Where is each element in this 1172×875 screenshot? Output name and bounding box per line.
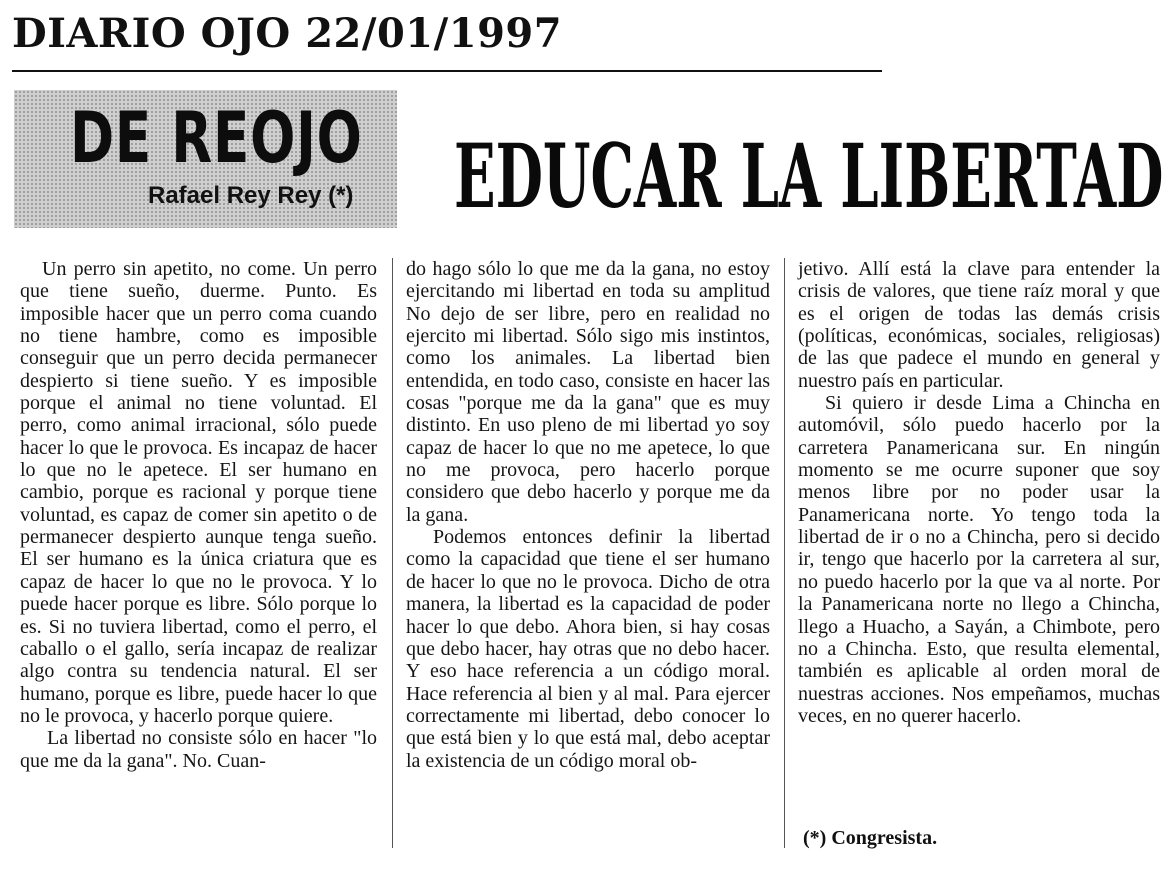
paragraph: jetivo. Allí está la clave para entender la crisis de valores, que tiene raíz moral y que es el origen de todas las demás crisis (políticas, económicas, sociales, religiosas) de las que padece el mundo en general y nuestro país en particular. bbox=[798, 258, 1160, 392]
paragraph: Si quiero ir desde Lima a Chincha en automóvil, sólo puedo hacerlo por la carretera Panamericana sur. En ningún momento se me ocurre suponer que soy menos libre por no poder usar la Panamericana norte. Yo tengo toda la libertad de ir o no a Chincha, pero si decido ir, tengo que hacerlo por la carretera al sur, no puedo hacerlo por la que va al norte. Por la Panamericana norte no llego a Chincha, llego a Huacho, a Sayán, a Chimbote, pero no a Chincha. Esto, que resulta elemental, también es aplicable al orden moral de nuestras acciones. Nos empeñamos, muchas veces, en no querer hacerlo. bbox=[798, 392, 1160, 727]
author-byline: Rafael Rey Rey (*) bbox=[148, 182, 354, 209]
article-column-3 bbox=[798, 258, 1160, 727]
newspaper-masthead: DIARIO OJO 22/01/1997 bbox=[12, 10, 563, 57]
article-column-2 bbox=[406, 258, 770, 772]
paragraph: La libertad no consiste sólo en hacer "lo que me da la gana". No. Cuan- bbox=[20, 727, 377, 772]
article-headline: EDUCAR LA LIBERTAD bbox=[454, 124, 1164, 228]
article-column-1 bbox=[20, 258, 377, 772]
column-divider bbox=[392, 258, 393, 848]
paragraph: Podemos entonces definir la libertad como la capacidad que tiene el ser humano de hacer lo que no le provoca. Dicho de otra manera, la libertad es la capacidad de poder hacer lo que debo. Ahora bien, si hay cosas que debo hacer, hay otras que no debo hacer. Y eso hace referencia a un código moral. Hace referencia al bien y al mal. Para ejercer correctamente mi libertad, debo conocer lo que está bien y lo que está mal, debo aceptar la existencia de un código moral ob- bbox=[406, 526, 770, 772]
section-title: DE REOJO bbox=[70, 97, 363, 179]
author-footnote: (*) Congresista. bbox=[803, 827, 938, 849]
masthead-rule bbox=[12, 70, 882, 72]
column-section-box bbox=[14, 90, 397, 228]
paragraph: Un perro sin apetito, no come. Un perro que tiene sueño, duerme. Punto. Es imposible hacer que un perro coma cuando no tiene hambre, como es imposible conseguir que un perro decida permanecer despierto si tiene sueño. Y es imposible porque el animal no tiene voluntad. El perro, como animal irracional, sólo puede hacer lo que le provoca. Es incapaz de hacer lo que no le apetece. El ser humano en cambio, porque es racional y porque tiene voluntad, es capaz de comer sin apetito o de permanecer despierto aunque tenga sueño. El ser humano es la única criatura que es capaz de hacer lo que no le provoca. Y lo puede hacer porque es libre. Sólo porque lo es. Si no tuviera libertad, como el perro, el caballo o el gallo, sería incapaz de realizar algo contra su tendencia natural. El ser humano, porque es libre, puede hacer lo que no le provoca, y hacerlo porque quiere. bbox=[20, 258, 377, 727]
paragraph: do hago sólo lo que me da la gana, no estoy ejercitando mi libertad en toda su amplitud No dejo de ser libre, pero en realidad no ejercito mi libertad. Sólo sigo mis instintos, como los animales. La libertad bien entendida, en todo caso, consiste en hacer las cosas "porque me da la gana" que es muy distinto. En uso pleno de mi libertad yo soy capaz de hacer lo que no me apetece, lo que no me provoca, pero hacerlo porque considero que debo hacerlo y porque me da la gana. bbox=[406, 258, 770, 526]
column-divider bbox=[784, 258, 785, 848]
